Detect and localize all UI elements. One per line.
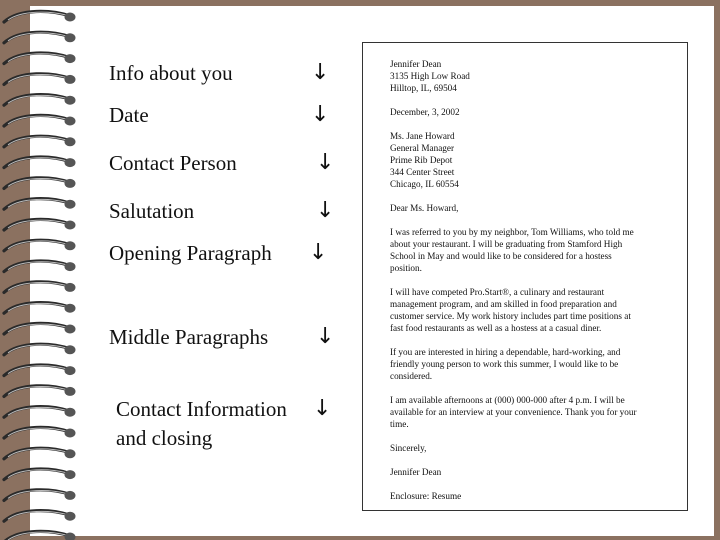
letter-middle-paragraph-1 xyxy=(390,286,672,334)
spiral-hole xyxy=(65,491,76,500)
spiral-hole xyxy=(65,283,76,292)
letter-middle-paragraph-2 xyxy=(390,346,672,382)
paragraph-line: School in May and would like to be considered for a hostess xyxy=(390,251,612,261)
spiral-hole xyxy=(65,408,76,417)
letter-salutation: Dear Ms. Howard, xyxy=(390,203,459,213)
label-salutation: Salutation xyxy=(109,199,195,223)
recipient-line: Prime Rib Depot xyxy=(390,155,453,165)
paragraph-line: fast food restaurants as well as a hostess at a casual diner. xyxy=(390,323,602,333)
sender-line: 3135 High Low Road xyxy=(390,71,470,81)
spiral-hole xyxy=(65,449,76,458)
spiral-hole xyxy=(65,241,76,250)
spiral-hole xyxy=(65,137,76,146)
arrow-down-icon: ↓ xyxy=(316,198,335,223)
recipient-line: Ms. Jane Howard xyxy=(390,131,455,141)
label-opening-paragraph: Opening Paragraph xyxy=(109,241,272,265)
spiral-hole xyxy=(65,366,76,375)
label-date: Date xyxy=(109,103,149,127)
letter-date: December, 3, 2002 xyxy=(390,107,460,117)
paragraph-line: available for an interview at your convenience. Thank you for your xyxy=(390,407,637,417)
arrow-down-icon: ↓ xyxy=(313,396,332,421)
paragraph-line: I was referred to you by my neighbor, Tom Williams, who told me xyxy=(390,227,634,237)
spiral-hole xyxy=(65,325,76,334)
spiral-hole xyxy=(65,345,76,354)
spiral-hole xyxy=(65,221,76,230)
spiral-hole xyxy=(65,262,76,271)
letter-recipient-block xyxy=(390,130,672,190)
paragraph-line: about your restaurant. I will be graduating from Stamford High xyxy=(390,239,623,249)
spiral-hole xyxy=(65,429,76,438)
paragraph-line: position. xyxy=(390,263,422,273)
paragraph-line: If you are interested in hiring a dependable, hard-working, and xyxy=(390,347,621,357)
sender-line: Hilltop, IL, 69504 xyxy=(390,83,457,93)
paragraph-line: customer service. My work history includes part time positions at xyxy=(390,311,631,321)
spiral-hole xyxy=(65,158,76,167)
spiral-binding xyxy=(0,0,90,540)
paragraph-line: I will have competed Pro.Start®, a culinary and restaurant xyxy=(390,287,605,297)
arrow-down-icon: ↓ xyxy=(311,102,330,127)
letter-signoff: Sincerely, xyxy=(390,443,427,453)
arrow-down-icon: ↓ xyxy=(316,324,335,349)
letter-enclosure: Enclosure: Resume xyxy=(390,491,462,501)
spiral-hole xyxy=(65,75,76,84)
paragraph-line: considered. xyxy=(390,371,433,381)
spiral-hole xyxy=(65,470,76,479)
letter-closing-paragraph xyxy=(390,394,672,430)
recipient-line: Chicago, IL 60554 xyxy=(390,179,459,189)
paragraph-line: management program, and am skilled in food preparation and xyxy=(390,299,617,309)
spiral-hole xyxy=(65,179,76,188)
label-middle-paragraphs: Middle Paragraphs xyxy=(109,325,269,349)
sender-line: Jennifer Dean xyxy=(390,59,442,69)
spiral-hole xyxy=(65,512,76,521)
paragraph-line: friendly young person to work this summer, I would like to be xyxy=(390,359,619,369)
spiral-hole xyxy=(65,54,76,63)
paragraph-line: I am available afternoons at (000) 000-000 after 4 p.m. I will be xyxy=(390,395,625,405)
paragraph-line: time. xyxy=(390,419,409,429)
arrow-down-icon: ↓ xyxy=(311,60,330,85)
label-info-about-you: Info about you xyxy=(109,61,233,85)
spiral-hole xyxy=(65,33,76,42)
letter-signature: Jennifer Dean xyxy=(390,467,442,477)
recipient-line: General Manager xyxy=(390,143,455,153)
spiral-hole xyxy=(65,200,76,209)
letter-opening-paragraph xyxy=(390,226,672,274)
spiral-hole xyxy=(65,117,76,126)
arrow-down-icon: ↓ xyxy=(309,240,328,265)
recipient-line: 344 Center Street xyxy=(390,167,455,177)
label-contact-information: Contact Information xyxy=(116,397,287,421)
label-and-closing: and closing xyxy=(116,426,213,450)
spiral-hole xyxy=(65,96,76,105)
spiral-hole xyxy=(65,304,76,313)
label-contact-person: Contact Person xyxy=(109,151,237,175)
spiral-hole xyxy=(65,13,76,22)
letter-sender-block xyxy=(390,58,672,94)
spiral-hole xyxy=(65,387,76,396)
arrow-down-icon: ↓ xyxy=(316,150,335,175)
